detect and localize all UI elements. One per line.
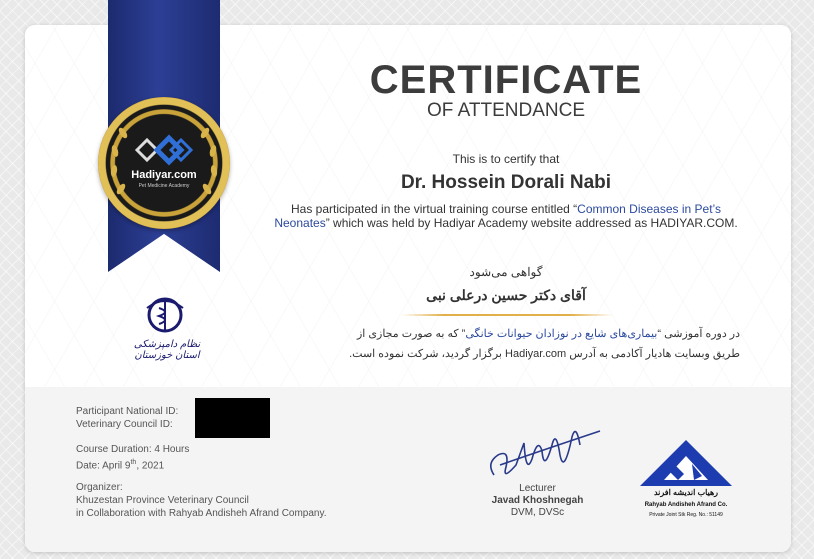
participation-statement [270,202,742,230]
company-reg-info: Private Joint Stk Reg. No.: 51149 [649,512,723,518]
council-id-label: Veterinary Council ID: [76,419,173,430]
laurel-leaf-icon [199,126,211,139]
organizer-line-2: in Collaboration with Rahyab Andisheh Afrand Company. [76,508,327,519]
participation-text-end: ” which was held by Hadiyar Academy website addressed as HADIYAR.COM. [325,216,738,230]
recipient-name: Dr. Hossein Dorali Nabi [400,172,612,193]
lecturer-role: Lecturer [519,483,556,494]
company-name-en: Rahyab Andisheh Afrand Co. [644,502,728,508]
course-title-fa: بیماری‌های شایع در نوزادان حیوانات خانگی [465,328,658,340]
rahyab-logo-icon [636,436,736,488]
date-ordinal-suffix: th [130,459,137,466]
participation-text-start-fa: در دوره آموزشی “ [657,328,740,340]
lecturer-block [485,483,590,519]
certificate-subtitle: OF ATTENDANCE [427,100,585,121]
gold-divider [401,314,613,316]
course-duration: Course Duration: 4 Hours [76,444,190,455]
redacted-id-block [195,398,270,438]
hadiyar-logo-icon [131,130,197,170]
participation-statement-fa [340,324,740,364]
certify-line-fa: گواهی می‌شود [469,265,543,279]
company-name-fa: رهیاب اندیشه افرند [653,488,719,497]
date-year: , 2021 [136,460,165,472]
certificate-title: CERTIFICATE [369,58,643,102]
lecturer-degree: DVM, DVSc [510,507,565,518]
participation-text-end-fa: ” که به صورت مجازی از طریق وبسایت هادیار آکادمی به آدرس Hadiyar.com برگزار گردید، شرکت نموده است. [349,328,740,360]
recipient-name-fa: آقای دکتر حسین درعلی نبی [426,287,586,303]
participation-text-start: Has participated in the virtual training course entitled “ [291,202,578,216]
seal-subtitle: Pet Medicine Academy [138,183,190,189]
council-name-fa: نظام دامپزشکی استان خوزستان [133,339,201,361]
company-logo-block [626,436,746,526]
organizer-label: Organizer: [76,482,123,493]
hadiyar-seal [98,97,230,229]
seal-brand-name: Hadiyar.com [131,169,197,181]
caduceus-emblem-icon [143,296,187,334]
lecturer-signature [480,415,610,490]
certify-line: This is to certify that [452,152,560,166]
lecturer-name: Javad Khoshnegah [491,495,584,506]
organizer-line-1: Khuzestan Province Veterinary Council [76,495,249,506]
date-month-day: Date: April 9 [76,460,131,472]
course-date [76,457,164,472]
laurel-leaf-icon [209,144,218,157]
laurel-leaf-icon [117,126,129,139]
laurel-leaf-icon [111,144,120,157]
participant-id-label: Participant National ID: [76,406,179,417]
course-title-en: Common Diseases in Pet’s Neonates [274,202,721,230]
